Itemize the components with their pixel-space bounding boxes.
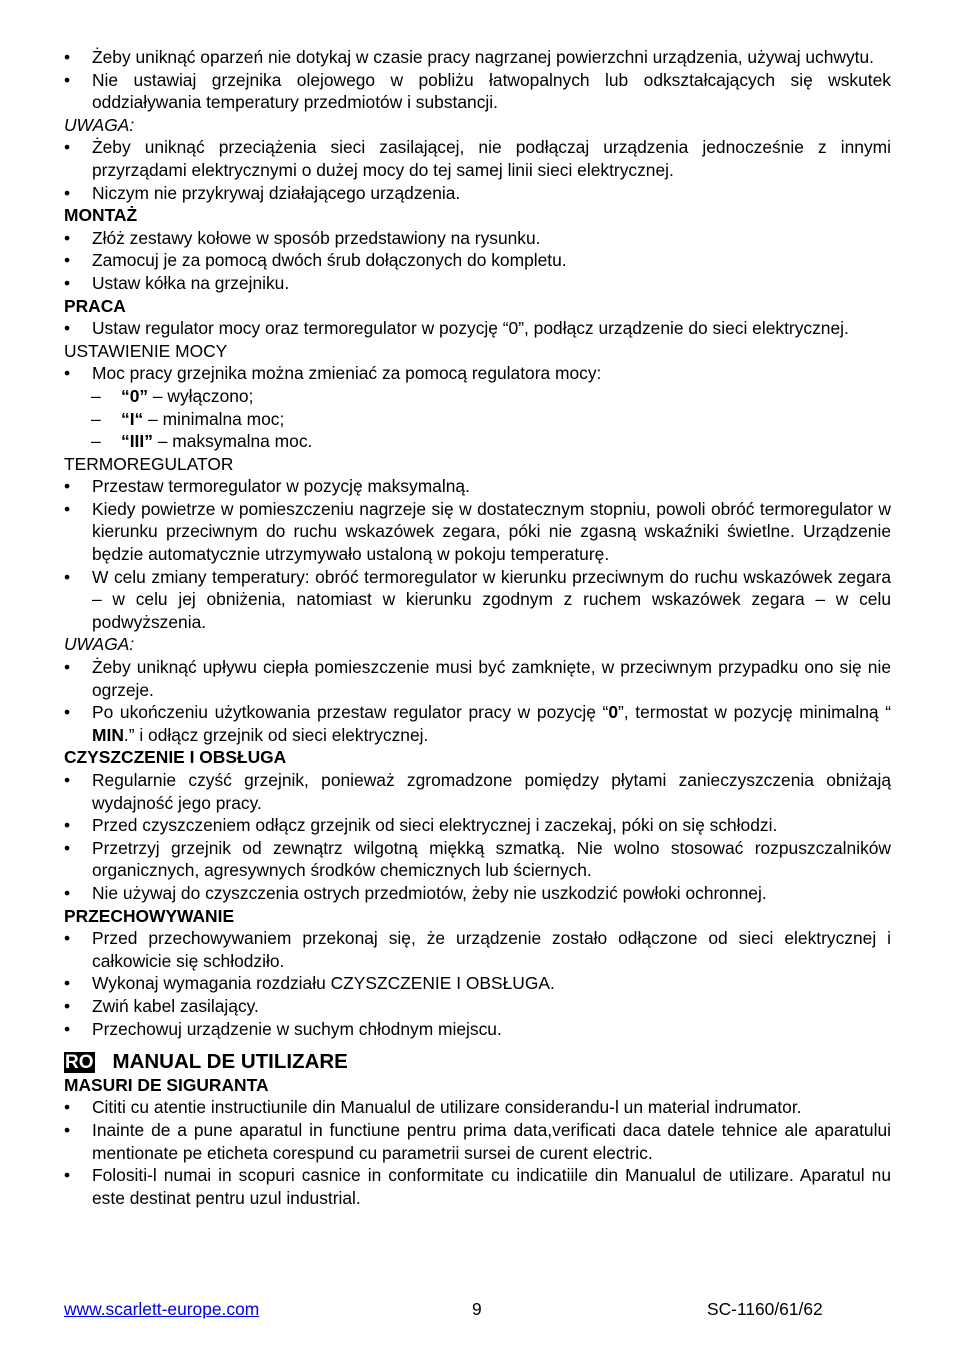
ro-sub-heading: MASURI DE SIGURANTA (64, 1074, 269, 1095)
termo-list (64, 475, 891, 633)
page-footer (64, 1299, 891, 1321)
list-item: • Moc pracy grzejnika można zmieniać za pomocą regulatora mocy: (64, 362, 891, 385)
power-level-item (64, 385, 891, 408)
item-text: ”, termostat w pozycję minimalną “ (618, 702, 891, 723)
list-item: • Przed czyszczeniem odłącz grzejnik od sieci elektrycznej i zaczekaj, póki on się schłodzi. (64, 814, 891, 837)
power-level-item (64, 408, 891, 431)
list-item: • Nie ustawiaj grzejnika olejowego w pobliżu łatwopalnych lub odkształcających się wskutek oddziaływania temperatury przedmiotów i substancji. (64, 69, 891, 114)
power-level-code: “0” (121, 385, 149, 406)
power-level-code: “III” (121, 431, 153, 452)
ustawienie-list (64, 362, 891, 385)
power-levels-list (64, 385, 891, 453)
item-text: Po ukończeniu użytkowania przestaw regulator pracy w pozycję “ (92, 702, 609, 723)
list-item: • Inainte de a pune aparatul in functiune pentru prima data,verificati daca datele tehnice ale aparatului mentionate pe eticheta corespund cu parametrii sursei de curent electric. (64, 1119, 891, 1164)
list-item: • Złóż zestawy kołowe w sposób przedstawiony na rysunku. (64, 227, 891, 250)
language-badge: RO (65, 1051, 94, 1073)
list-item: • Żeby uniknąć przeciążenia sieci zasilającej, nie podłączaj urządzenia jednocześnie z innymi przyrządami elektrycznymi o dużej mocy do tej samej linii sieci elektrycznej. (64, 136, 891, 181)
item-text: .” i odłącz grzejnik od sieci elektrycznej. (123, 724, 429, 745)
list-item: • W celu zmiany temperatury: obróć termoregulator w kierunku przeciwnym do ruchu wskazówek zegara – w celu jej obniżenia, natomiast w kierunku zgodnym z ruchem wskazówek zegara – w celu podwyższenia. (64, 566, 891, 634)
przechowywanie-list (64, 927, 891, 1040)
page-number: 9 (472, 1299, 482, 1319)
list-item: • Przed przechowywaniem przekonaj się, że urządzenie zostało odłączone od sieci elektrycznej i całkowicie się schłodziło. (64, 927, 891, 972)
section-heading-przechowywanie: PRZECHOWYWANIE (64, 905, 235, 926)
list-item: • Niczym nie przykrywaj działającego urządzenia. (64, 182, 891, 205)
list-item (64, 701, 891, 746)
safety-list-1 (64, 46, 891, 114)
warning-list-1 (64, 136, 891, 204)
section-heading-praca: PRACA (64, 295, 126, 316)
list-item: • Ustaw regulator mocy oraz termoregulator w pozycję “0”, podłącz urządzenie do sieci elektrycznej. (64, 317, 891, 340)
list-item: • Folositi-l numai in scopuri casnice in conformitate cu indicatiile din Manualul de utilizare. Aparatul nu este destinat pentru uzul industrial. (64, 1164, 891, 1209)
section-heading-ustawienie: USTAWIENIE MOCY (64, 340, 228, 361)
item-bold-value: 0 (608, 702, 618, 723)
section-heading-montaz: MONTAŻ (64, 205, 138, 226)
warning-label: UWAGA: (64, 114, 135, 135)
power-level-text: – wyłączono; (148, 385, 254, 406)
warning-list-2 (64, 656, 891, 746)
list-item: • Regularnie czyść grzejnik, ponieważ zgromadzone pomiędzy płytami zanieczyszczenia obniżają wydajność jego pracy. (64, 769, 891, 814)
list-item: • Cititi cu atentie instructiunile din Manualul de utilizare considerandu-l un material indrumator. (64, 1096, 891, 1119)
section-heading-czyszczenie: CZYSZCZENIE I OBSŁUGA (64, 747, 287, 768)
power-level-text: – maksymalna moc. (152, 431, 313, 452)
list-item: • Przestaw termoregulator w pozycję maksymalną. (64, 475, 891, 498)
website-link[interactable]: www.scarlett-europe.com (64, 1299, 260, 1319)
model-number: SC-1160/61/62 (707, 1299, 823, 1319)
list-item: • Żeby uniknąć upływu ciepła pomieszczenie musi być zamknięte, w przeciwnym przypadku ono się nie ogrzeje. (64, 656, 891, 701)
power-level-text: – minimalna moc; (143, 408, 285, 429)
ro-section-header (64, 1051, 891, 1074)
ro-safety-list (64, 1096, 891, 1209)
czyszczenie-list (64, 769, 891, 905)
list-item: • Ustaw kółka na grzejniku. (64, 272, 891, 295)
montaz-list (64, 227, 891, 295)
warning-label: UWAGA: (64, 634, 135, 655)
section-heading-termoregulator: TERMOREGULATOR (64, 453, 234, 474)
list-item: • Żeby uniknąć oparzeń nie dotykaj w czasie pracy nagrzanej powierzchni urządzenia, używaj uchwytu. (64, 46, 891, 69)
item-bold-value: MIN (92, 724, 124, 745)
list-item: • Przetrzyj grzejnik od zewnątrz wilgotną miękką szmatką. Nie wolno stosować rozpuszczalników organicznych, agresywnych środków chemicznych lub ściernych. (64, 837, 891, 882)
power-level-item (64, 430, 891, 453)
praca-list (64, 317, 891, 340)
power-level-code: “I“ (121, 408, 144, 429)
list-item: • Zamocuj je za pomocą dwóch śrub dołączonych do kompletu. (64, 249, 891, 272)
list-item: • Kiedy powietrze w pomieszczeniu nagrzeje się w dostatecznym stopniu, powoli obróć termoregulator w kierunku przeciwnym do ruchu wskazówek zegara, póki nie zgasną wskaźniki świetlne. Urządzenie będzie automatycznie utrzymywało ustaloną w pokoju temperaturę. (64, 498, 891, 566)
list-item: • Zwiń kabel zasilający. (64, 995, 891, 1018)
list-item: • Nie używaj do czyszczenia ostrych przedmiotów, żeby nie uszkodzić powłoki ochronnej. (64, 882, 891, 905)
list-item: • Przechowuj urządzenie w suchym chłodnym miejscu. (64, 1018, 891, 1041)
list-item: • Wykonaj wymagania rozdziału CZYSZCZENIE I OBSŁUGA. (64, 972, 891, 995)
document-body (64, 46, 891, 1209)
ro-section-title: MANUAL DE UTILIZARE (112, 1050, 348, 1074)
